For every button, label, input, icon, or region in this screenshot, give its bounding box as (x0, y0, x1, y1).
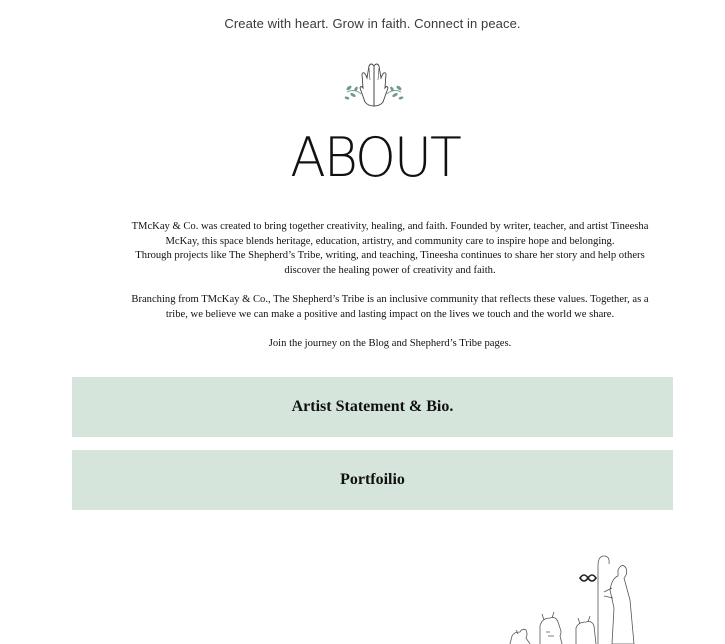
shepherd-with-sheep-illustration (500, 548, 650, 644)
artist-statement-button[interactable] (72, 377, 673, 437)
about-paragraph-intro: TMcKay & Co. was created to bring together creativity, healing, and faith. Founded by writer, teacher, and artist Tineesha McKay, this space blends heritage, education, artistry, and community care to inspire hope and belonging. (131, 221, 649, 247)
paragraph-spacer (126, 278, 654, 293)
paragraph-spacer (126, 322, 654, 337)
about-paragraph-projects: Through projects like The Shepherd’s Tribe, writing, and teaching, Tineesha continues to share her story and help others discover the healing power of creativity and faith. (135, 250, 645, 276)
tagline: Create with heart. Grow in faith. Connect in peace. (224, 16, 521, 31)
about-text (126, 220, 654, 351)
portfolio-label: Portfoilio (340, 471, 405, 488)
about-paragraph-tribe: Branching from TMcKay & Co., The Shepherd’s Tribe is an inclusive community that reflects these values. Together, as a tribe, we believe we can make a positive and lasting impact on the lives we touch and the world we share. (131, 293, 649, 320)
about-paragraph-join: Join the journey on the Blog and Shepherd’s Tribe pages. (268, 337, 512, 349)
artist-statement-label: Artist Statement & Bio. (291, 398, 454, 415)
portfolio-button[interactable] (72, 450, 673, 510)
praying-hands-icon (341, 58, 407, 110)
page-title: ABOUT (290, 126, 460, 190)
